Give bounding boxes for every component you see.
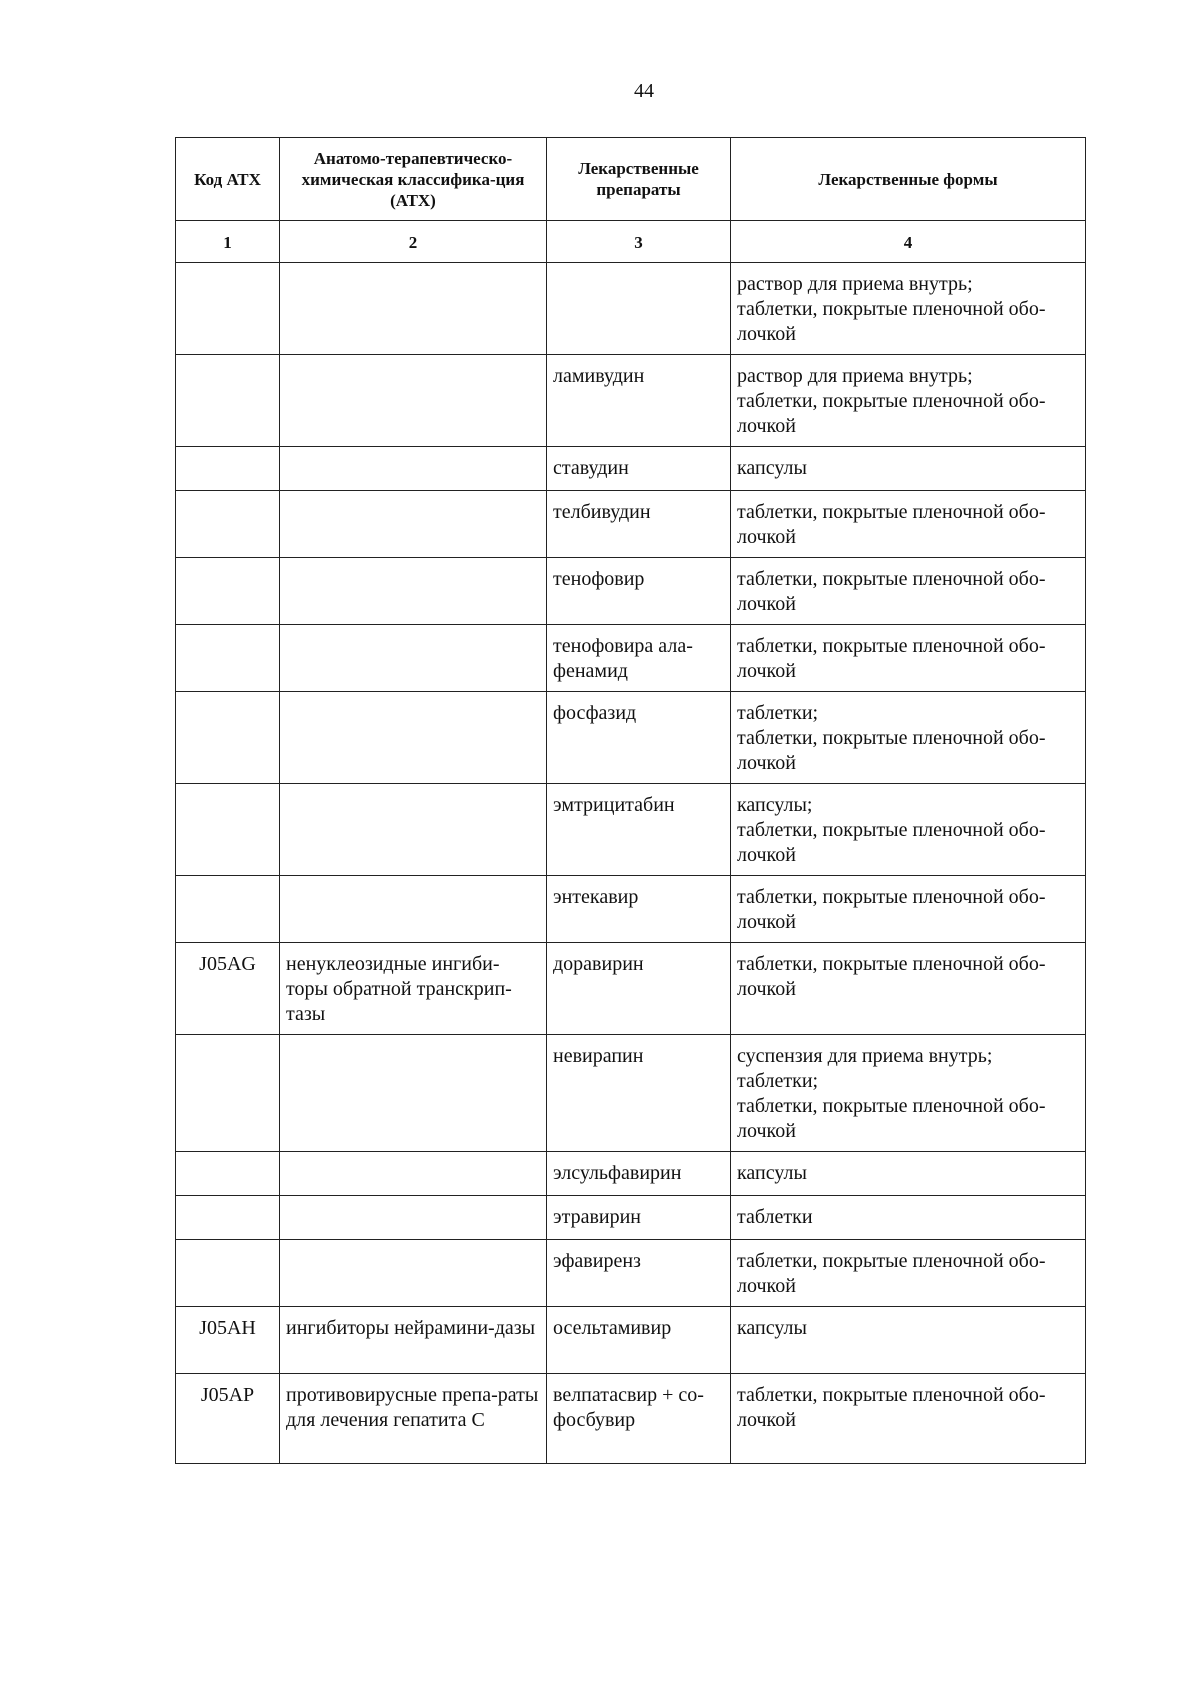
- atx-code-cell: [176, 784, 280, 876]
- drug-cell: ставудин: [547, 447, 731, 491]
- atx-code-cell: [176, 1240, 280, 1307]
- column-number-row: [176, 221, 1086, 263]
- table-row: [176, 491, 1086, 558]
- drug-cell: тенофовира ала-фенамид: [547, 625, 731, 692]
- dosage-forms-cell: капсулы: [731, 447, 1086, 491]
- column-number: 2: [280, 221, 547, 263]
- drug-cell: телбивудин: [547, 491, 731, 558]
- classification-cell: ингибиторы нейрамини-дазы: [280, 1307, 547, 1374]
- classification-cell: [280, 1152, 547, 1196]
- drug-cell: этравирин: [547, 1196, 731, 1240]
- table-row: [176, 943, 1086, 1035]
- table-row: [176, 447, 1086, 491]
- drug-cell: велпатасвир + со-фосбувир: [547, 1374, 731, 1464]
- drug-cell: элсульфавирин: [547, 1152, 731, 1196]
- dosage-forms-cell: раствор для приема внутрь; таблетки, покрытые пленочной обо-лочкой: [731, 263, 1086, 355]
- drug-cell: фосфазид: [547, 692, 731, 784]
- drug-cell: невирапин: [547, 1035, 731, 1152]
- atx-code-cell: [176, 355, 280, 447]
- column-number: 1: [176, 221, 280, 263]
- dosage-forms-cell: таблетки, покрытые пленочной обо-лочкой: [731, 558, 1086, 625]
- atx-code-cell: [176, 1035, 280, 1152]
- atx-code-cell: J05AG: [176, 943, 280, 1035]
- header-drugs: Лекарственные препараты: [547, 138, 731, 221]
- table-row: [176, 1240, 1086, 1307]
- dosage-forms-cell: капсулы: [731, 1152, 1086, 1196]
- atx-code-cell: [176, 491, 280, 558]
- classification-cell: ненуклеозидные ингиби-торы обратной транскрип-тазы: [280, 943, 547, 1035]
- atx-code-cell: [176, 625, 280, 692]
- column-number: 4: [731, 221, 1086, 263]
- classification-cell: [280, 1035, 547, 1152]
- classification-cell: [280, 784, 547, 876]
- column-number: 3: [547, 221, 731, 263]
- drug-cell: осельтамивир: [547, 1307, 731, 1374]
- atx-code-cell: [176, 876, 280, 943]
- table-row: [176, 876, 1086, 943]
- dosage-forms-cell: таблетки: [731, 1196, 1086, 1240]
- classification-cell: [280, 625, 547, 692]
- atx-code-cell: [176, 1196, 280, 1240]
- classification-cell: [280, 1196, 547, 1240]
- dosage-forms-cell: таблетки, покрытые пленочной обо-лочкой: [731, 625, 1086, 692]
- drug-cell: доравирин: [547, 943, 731, 1035]
- dosage-forms-cell: таблетки, покрытые пленочной обо-лочкой: [731, 1374, 1086, 1464]
- dosage-forms-cell: таблетки, покрытые пленочной обо-лочкой: [731, 1240, 1086, 1307]
- dosage-forms-cell: суспензия для приема внутрь; таблетки; таблетки, покрытые пленочной обо-лочкой: [731, 1035, 1086, 1152]
- classification-cell: [280, 558, 547, 625]
- classification-cell: [280, 355, 547, 447]
- classification-cell: противовирусные препа-раты для лечения гепатита С: [280, 1374, 547, 1464]
- table-row: [176, 1307, 1086, 1374]
- table-row: [176, 1152, 1086, 1196]
- atx-code-cell: [176, 558, 280, 625]
- header-row: [176, 138, 1086, 221]
- atx-code-cell: [176, 263, 280, 355]
- dosage-forms-cell: капсулы: [731, 1307, 1086, 1374]
- table-row: [176, 1035, 1086, 1152]
- drug-cell: [547, 263, 731, 355]
- header-atx-code: Код АТХ: [176, 138, 280, 221]
- classification-cell: [280, 1240, 547, 1307]
- dosage-forms-cell: таблетки; таблетки, покрытые пленочной обо-лочкой: [731, 692, 1086, 784]
- header-dosage-forms: Лекарственные формы: [731, 138, 1086, 221]
- page-number: 44: [634, 80, 654, 102]
- table-row: [176, 1374, 1086, 1464]
- drug-cell: тенофовир: [547, 558, 731, 625]
- drug-cell: ламивудин: [547, 355, 731, 447]
- drug-cell: эфавиренз: [547, 1240, 731, 1307]
- table-row: [176, 1196, 1086, 1240]
- table-row: [176, 558, 1086, 625]
- dosage-forms-cell: таблетки, покрытые пленочной обо-лочкой: [731, 491, 1086, 558]
- atx-code-cell: J05AH: [176, 1307, 280, 1374]
- table-row: [176, 692, 1086, 784]
- atx-drug-table: [175, 137, 1086, 1464]
- dosage-forms-cell: раствор для приема внутрь; таблетки, покрытые пленочной обо-лочкой: [731, 355, 1086, 447]
- atx-code-cell: [176, 447, 280, 491]
- atx-code-cell: [176, 1152, 280, 1196]
- table-row: [176, 625, 1086, 692]
- dosage-forms-cell: капсулы; таблетки, покрытые пленочной обо-лочкой: [731, 784, 1086, 876]
- dosage-forms-cell: таблетки, покрытые пленочной обо-лочкой: [731, 943, 1086, 1035]
- classification-cell: [280, 491, 547, 558]
- table-row: [176, 263, 1086, 355]
- classification-cell: [280, 263, 547, 355]
- classification-cell: [280, 876, 547, 943]
- drug-cell: эмтрицитабин: [547, 784, 731, 876]
- atx-code-cell: [176, 692, 280, 784]
- classification-cell: [280, 447, 547, 491]
- dosage-forms-cell: таблетки, покрытые пленочной обо-лочкой: [731, 876, 1086, 943]
- atx-code-cell: J05AP: [176, 1374, 280, 1464]
- classification-cell: [280, 692, 547, 784]
- header-classification: Анатомо-терапевтическо-химическая классифика-ция (АТХ): [280, 138, 547, 221]
- drug-cell: энтекавир: [547, 876, 731, 943]
- table-row: [176, 784, 1086, 876]
- table-row: [176, 355, 1086, 447]
